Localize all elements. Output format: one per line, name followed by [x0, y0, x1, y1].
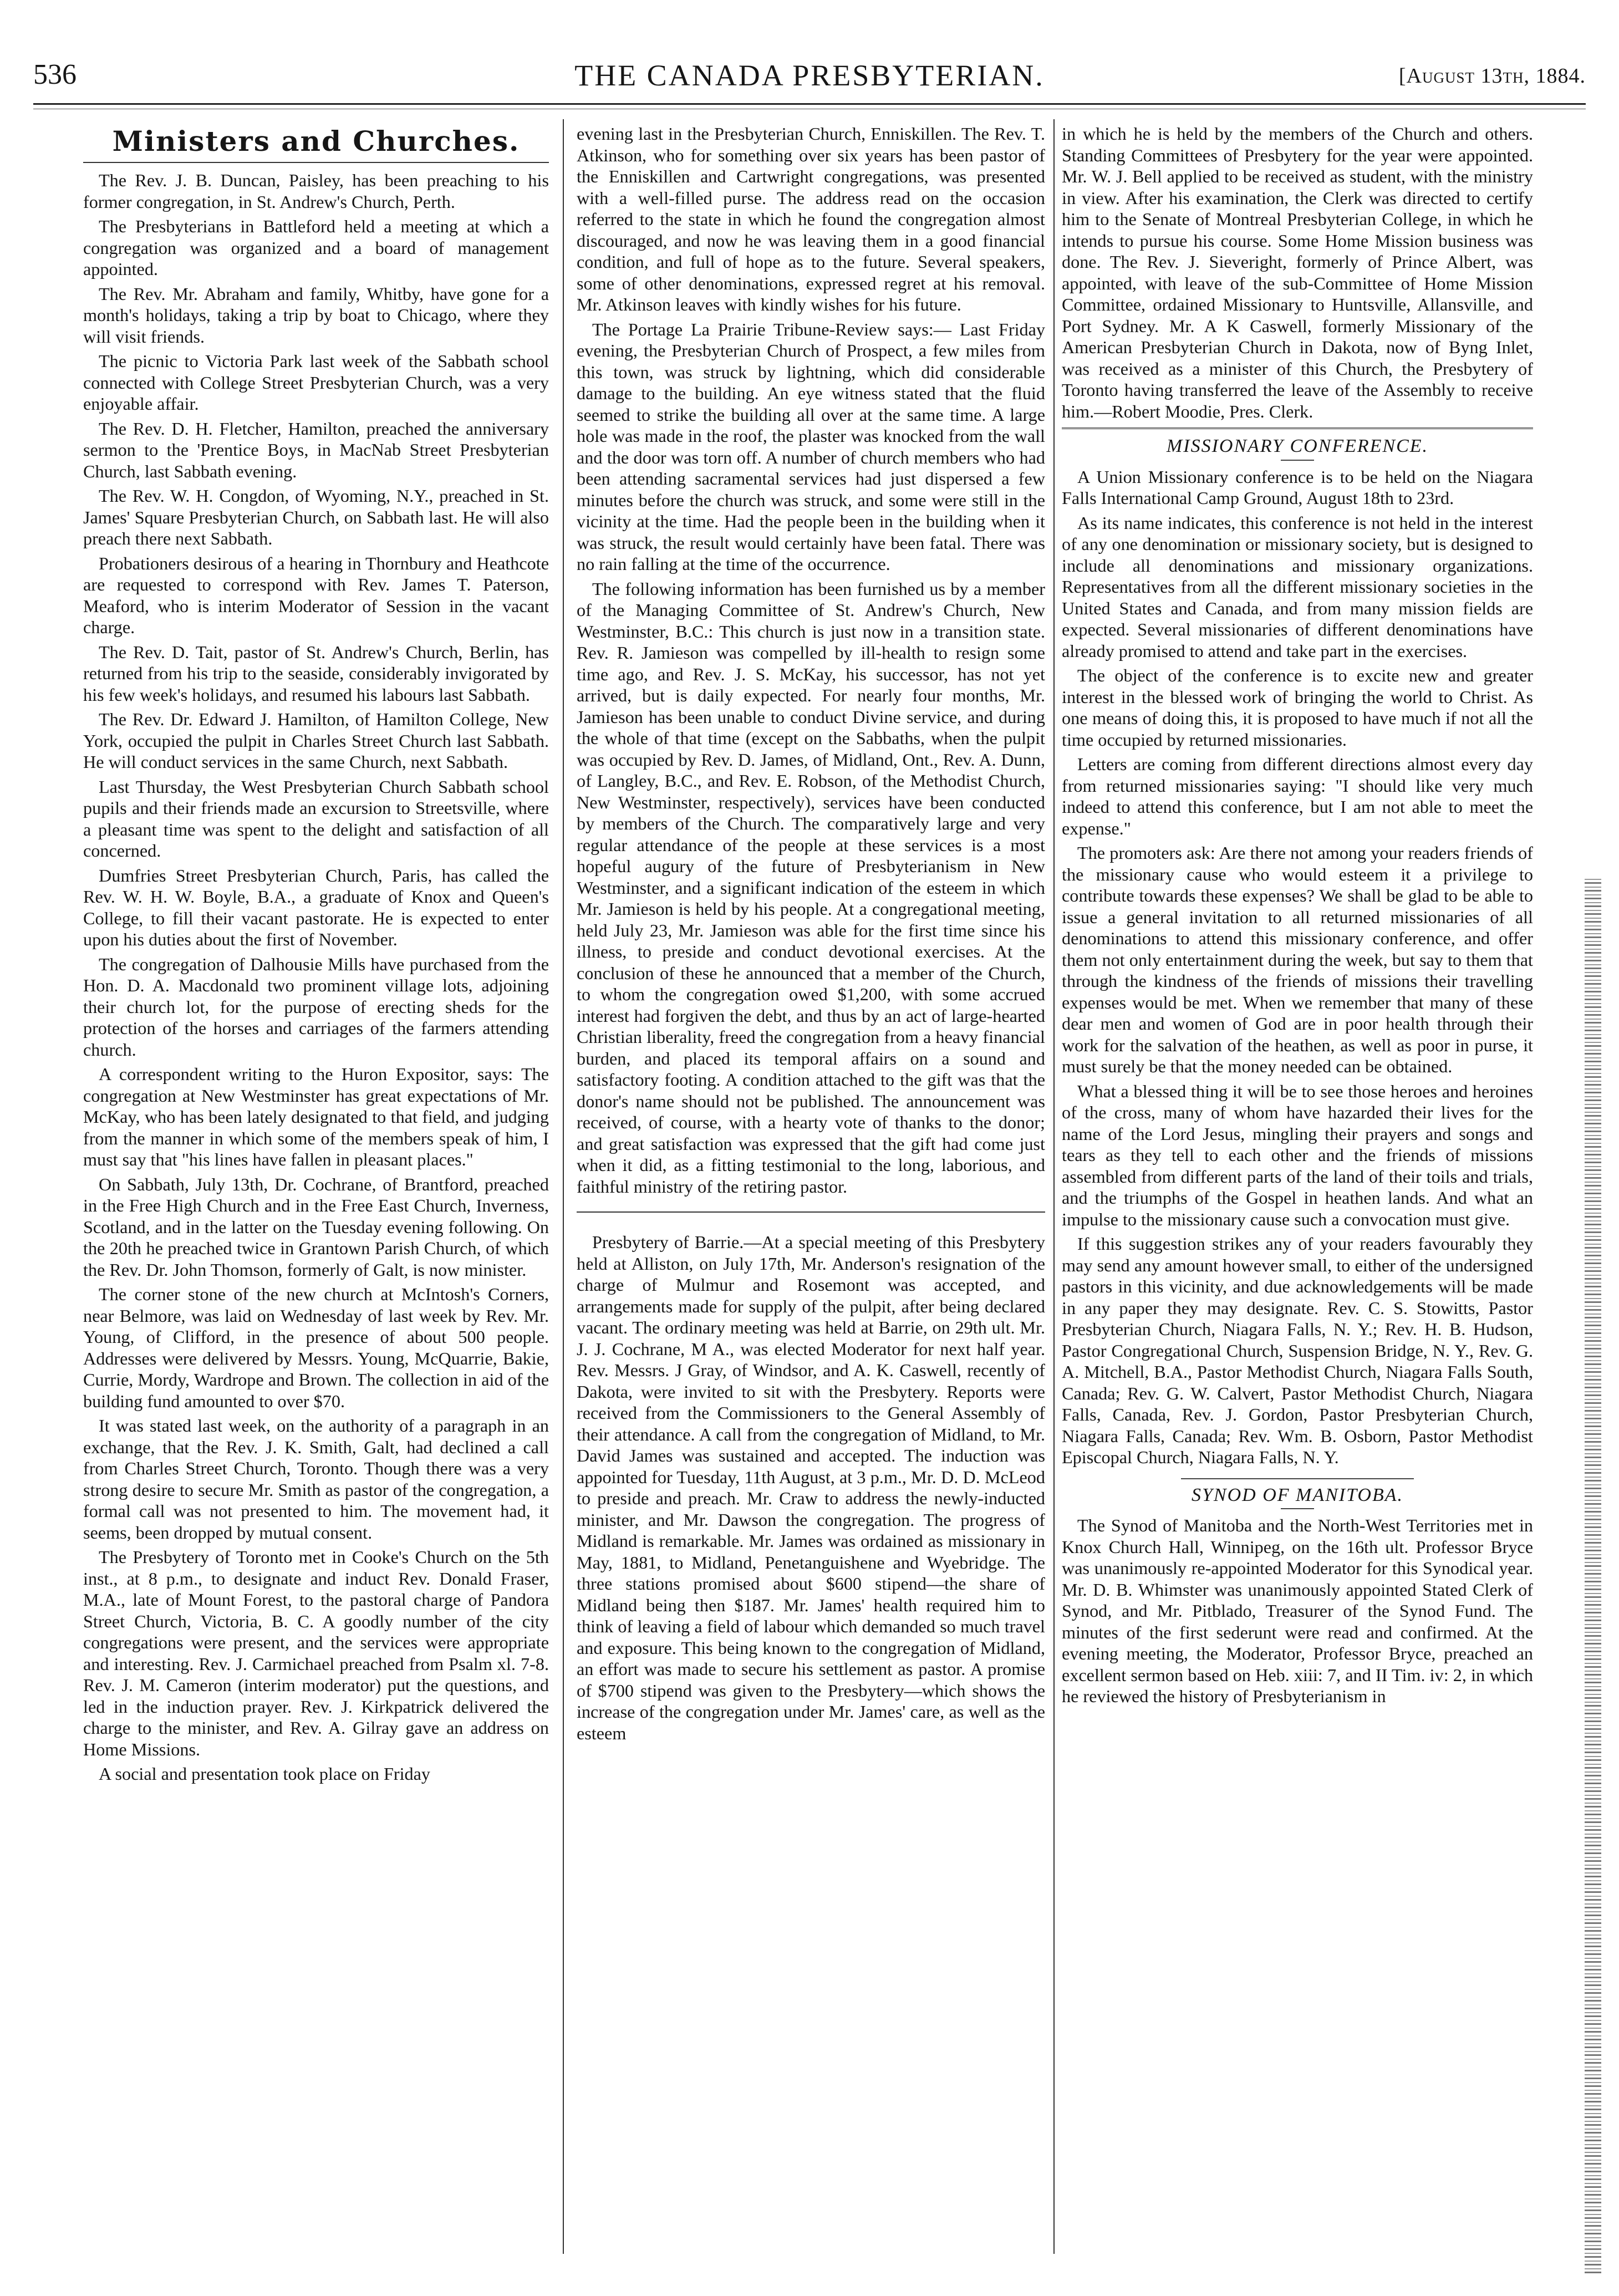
column-divider-2: [1053, 119, 1055, 2254]
section-rule: [577, 1211, 1045, 1213]
column-2: [577, 123, 1045, 2274]
news-item: The Rev. D. Tait, pastor of St. Andrew's Church, Berlin, has returned from his trip to the seaside, considerably invigorated by his few week's holidays, and resumed his labours last Sabbath.: [83, 642, 549, 705]
presbytery-report: Presbytery of Barrie.—At a special meeting of this Presbytery held at Alliston, on July 17th, Mr. Anderson's resignation of the charge of Mulmur and Rosemont was accepted, and arrangements made for supply of the pulpit, after being declared vacant. The ordinary meeting was held at Barrie, on 29th ult. Mr. J. J. Cochrane, M A., was elected Moderator for next half year. Rev. Messrs. J Gray, of Windsor, and A. K. Caswell, recently of Dakota, were invited to sit with the Presbytery. Reports were received from the Commissioners to the General Assembly of their attendance. A call from the congregation of Midland, to Mr. David James was sustained and accepted. The induction was appointed for Tuesday, 11th August, at 3 p.m., Mr. D. D. McLeod to preside and preach. Mr. Craw to address the newly-inducted minister, and Mr. Dawson the congregation. The progress of Midland is remarkable. Mr. James was ordained as missionary in May, 1881, to Midland, Penetanguishene and Wyebridge. The three stations promised about $600 stipend—the share of Midland being then $187. Mr. James' health required him to think of leaving a field of labour which demanded so much travel and exposure. This being known to the congregation of Midland, an effort was made to secure his settlement as pastor. A promise of $700 stipend was given to the Presbytery—which shows the increase of the congregation under Mr. James' care, as well as the esteem: [577, 1232, 1045, 1743]
news-item: The Rev. W. H. Congdon, of Wyoming, N.Y., preached in St. James' Square Presbyterian Church, on Sabbath last. He will also preach there next Sabbath.: [83, 486, 549, 548]
article-paragraph: What a blessed thing it will be to see those heroes and heroines of the cross, many of whom have hazarded their lives for the name of the Lord Jesus, mingling their prayers and songs and tears as they tell to each other and the friends of missions assembled from different parts of the land of their toils and trials, and the triumphs of the Gospel in heathen lands. And what an impulse to the missionary cause such a convocation must give.: [1062, 1081, 1533, 1229]
section-rule: [1181, 1478, 1414, 1479]
news-item: The Presbyterians in Battleford held a meeting at which a congregation was organized and a board of management appointed.: [83, 216, 549, 279]
header-rule: [33, 103, 1586, 105]
news-item: The Rev. D. H. Fletcher, Hamilton, preached the anniversary sermon to the 'Prentice Boys, in MacNab Street Presbyterian Church, last Sabbath evening.: [83, 418, 549, 481]
news-item: evening last in the Presbyterian Church, Enniskillen. The Rev. T. Atkinson, who for something over six years has been pastor of the Enniskillen and Cartwright congregations, was presented with a well-filled purse. The address read on the occasion referred to the state in which he found the congregation almost discouraged, and now he was leaving them in a good financial condition, and full of hope as to the future. Several speakers, some of other denominations, expressed regret at his removal. Mr. Atkinson leaves with kindly wishes for his future.: [577, 124, 1045, 314]
scan-edge-artifact: [1585, 876, 1601, 2273]
section-rule: [1062, 427, 1533, 429]
news-item: A correspondent writing to the Huron Expositor, says: The congregation at New Westminster has great expectations of Mr. McKay, who has been lately designated to that field, and judging from the manner in which some of the members speak of him, I must say that "his lines have fallen in pleasant places.": [83, 1064, 549, 1169]
synod-heading: SYNOD OF MANITOBA.: [1192, 1484, 1403, 1505]
heading-dash: [1281, 1508, 1314, 1509]
news-item: Last Thursday, the West Presbyterian Church Sabbath school pupils and their friends made an excursion to Streetsville, where a pleasant time was spent to the delight and satisfaction of all concerned.: [83, 776, 549, 861]
article-paragraph: If this suggestion strikes any of your readers favourably they may send any amount however small, to either of the undersigned pastors in this vicinity, and due acknowledgements will be made in any paper they may designate. Rev. C. S. Stowitts, Pastor Presbyterian Church, Niagara Falls, N. Y.; Rev. H. B. Hudson, Pastor Congregational Church, Suspension Bridge, N. Y., Rev. G. A. Mitchell, B.A., Pastor Methodist Church, Niagara Falls South, Canada; Rev. G. W. Calvert, Pastor Methodist Church, Niagara Falls, Canada, Rev. J. Gordon, Pastor Presbyterian Church, Niagara Falls, Canada; Rev. Wm. B. Osborn, Pastor Methodist Episcopal Church, Niagara Falls, N. Y.: [1062, 1234, 1533, 1467]
heading-dash: [1281, 460, 1314, 461]
news-item: On Sabbath, July 13th, Dr. Cochrane, of Brantford, preached in the Free High Church and in the Free East Church, Inverness, Scotland, and in the latter on the Tuesday evening following. On the 20th he preached twice in Grantown Parish Church, of which the Rev. Dr. John Thomson, formerly of Galt, is now minister.: [83, 1174, 549, 1280]
article-paragraph: A Union Missionary conference is to be held on the Niagara Falls International Camp Ground, August 18th to 23rd.: [1062, 466, 1533, 508]
news-item: The Rev. J. B. Duncan, Paisley, has been preaching to his former congregation, in St. Andrew's Church, Perth.: [83, 170, 549, 212]
news-item: The congregation of Dalhousie Mills have purchased from the Hon. D. A. Macdonald two prominent village lots, adjoining their church lot, for the purpose of erecting sheds for the protection of the horses and carriages of the farmers attending church.: [83, 954, 549, 1060]
news-item: A social and presentation took place on Friday: [99, 1764, 430, 1784]
article-paragraph: The object of the conference is to excite new and greater interest in the blessed work of bringing the world to Christ. As one means of doing this, it is proposed to have much if not all the time occupied by returned missionaries.: [1062, 665, 1533, 750]
news-item: It was stated last week, on the authority of a paragraph in an exchange, that the Rev. J. K. Smith, Galt, had declined a call from Charles Street Church, Toronto. Though there was a very strong desire to secure Mr. Smith as pastor of the congregation, a formal call was not presented to him. The movement had, it seems, been dropped by mutual consent.: [83, 1416, 549, 1542]
article-paragraph: Letters are coming from different directions almost every day from returned missionaries saying: "I should like very much indeed to attend this conference, but I am not able to meet the expense.": [1062, 754, 1533, 838]
column-3: [1062, 123, 1533, 2274]
news-item: Probationers desirous of a hearing in Thornbury and Heathcote are requested to correspond with Rev. James T. Paterson, Meaford, who is interim Moderator of Session in the vacant charge.: [83, 553, 549, 637]
issue-date: [August 13th, 1884.: [1398, 64, 1586, 88]
news-item: The picnic to Victoria Park last week of the Sabbath school connected with College Street Presbyterian Church, was a very enjoyable affair.: [83, 351, 549, 414]
column-divider-1: [563, 119, 564, 2254]
masthead-rule: [83, 162, 549, 163]
article-paragraph: As its name indicates, this conference is not held in the interest of any one denomination or missionary society, but is designed to include all denominations and missionary organizations. Representatives from all the different missionary societies in the United States and Canada, and from many mission fields are expected. Several missionaries of different denominations have already promised to attend and take part in the exercises.: [1062, 512, 1533, 661]
news-item: The following information has been furnished us by a member of the Managing Committee of St. Andrew's Church, New Westminster, B.C.: This church is just now in a transition state. Rev. R. Jamieson was compelled by ill-health to resign some time ago, and Rev. J. S. McKay, his successor, has not yet arrived, but is daily expected. For nearly four months, Mr. Jamieson has been unable to conduct Divine service, and during the whole of that time (except on the Sabbaths, when the pulpit was occupied by Rev. D. James, of Midland, Ont., Rev. A. Dunn, of Langley, B.C., and Rev. E. Robson, of the Methodist Church, New Westminster, respectively), services have been conducted by members of the Church. The comparatively large and very regular attendance of the people at these services is a most hopeful augury of the future of Presbyterianism in New Westminster, and a significant indication of the esteem in which Mr. Jamieson is held by his people. At a congregational meeting, held July 23, Mr. Jamieson was able for the first time since his illness, to preside and conduct devotional exercises. At the conclusion of these he announced that a member of the Church, to whom the congregation owed $1,200, with some accrued interest had forgiven the debt, and thus by an act of large-hearted Christian liberality, freed the congregation from a heavy financial burden, and placed its temporal affairs on a sound and satisfactory footing. A condition attached to the gift was that the donor's name should not be published. The announcement was received, of course, with a hearty vote of thanks to the donor; and great satisfaction was expressed that the gift had come just when it did, as a fitting testimonial to the long, laborious, and faithful ministry of the retiring pastor.: [577, 578, 1045, 1197]
newspaper-title: THE CANADA PRESBYTERIAN.: [574, 59, 1045, 92]
article-paragraph: The Synod of Manitoba and the North-West Territories met in Knox Church Hall, Winnipeg, on the 16th ult. Professor Bryce was unanimously re-appointed Moderator for this Synodical year. Mr. D. B. Whimster was unanimously appointed Stated Clerk of Synod, and Mr. Pitblado, Treasurer of the Synod Fund. The minutes of the first sederunt were read and confirmed. At the evening meeting, the Moderator, Professor Bryce, preached an excellent sermon based on Heb. xiii: 7, and II Tim. iv: 2, in which he reviewed the history of Presbyterianism in: [1062, 1515, 1533, 1706]
news-item: Dumfries Street Presbyterian Church, Paris, has called the Rev. W. H. W. Boyle, B.A., a graduate of Knox and Queen's College, to fill their vacant pastorate. He is expected to enter upon his duties about the first of November.: [83, 865, 549, 949]
column-1: [83, 123, 549, 2274]
page-header: [33, 58, 1586, 108]
news-item: The Portage La Prairie Tribune-Review says:— Last Friday evening, the Presbyterian Church of Prospect, a few miles from this town, was struck by lightning, which did considerable damage to the building. An eye witness stated that the fluid seemed to strike the building all over at the same time. A large hole was made in the roof, the plaster was knocked from the wall and the door was torn off. A number of church members who had been attending sacramental services had just dispersed a few minutes before the church was struck, and some were still in the vicinity at the time. Had the people been in the building when it was struck, the result would certainly have been fatal. There was no rain falling at the time of the occurrence.: [577, 319, 1045, 574]
page-number: 536: [33, 59, 77, 90]
news-item: The Rev. Dr. Edward J. Hamilton, of Hamilton College, New York, occupied the pulpit in Charles Street Church last Sabbath. He will conduct services in the same Church, next Sabbath.: [83, 709, 549, 772]
missionary-conference-heading: MISSIONARY CONFERENCE.: [1166, 436, 1429, 456]
news-item: The Rev. Mr. Abraham and family, Whitby, have gone for a month's holidays, taking a trip by boat to Chicago, where they will visit friends.: [83, 283, 549, 347]
news-item: The corner stone of the new church at McIntosh's Corners, near Belmore, was laid on Wednesday of last week by Rev. Mr. Young, of Clifford, in the presence of about 500 people. Addresses were delivered by Messrs. Young, McQuarrie, Bakie, Currie, Mordy, Wardrope and Brown. The collection in aid of the building fund amounted to over $70.: [83, 1284, 549, 1411]
section-masthead: Ministers and Churches.: [112, 125, 520, 157]
presbytery-report-continued: in which he is held by the members of the Church and others. Standing Committees of Presbytery for the year were appointed. Mr. W. J. Bell applied to be received as student, with the ministry in view. After his examination, the Clerk was directed to certify him to the Senate of Montreal Presbyterian College, in which he intends to pursue his course. Some Home Mission business was done. The Rev. J. Sieveright, formerly of Prince Albert, was appointed, with leave of the sub-Committee of Home Mission Committee, ordained Missionary to Huntsville, Allansville, and Port Sydney. Mr. A K Caswell, formerly Missionary of the American Presbyterian Church in Dakota, now of Byng Inlet, was received as a minister of this Church, the Presbytery of Toronto having transferred the leave of the Assembly to receive him.—Robert Moodie, Pres. Clerk.: [1062, 124, 1533, 421]
article-paragraph: The promoters ask: Are there not among your readers friends of the missionary cause who would esteem it a privilege to contribute towards these expenses? We shall be glad to be able to issue a general invitation to all returned missionaries of all denominations to attend this missionary conference, and offer them not only entertainment during the week, but say to them that through the kindness of the friends of missions their travelling expenses would be met. When we remember that many of these dear men and women of God are in poor health through their work for the salvation of the heathen, as well as poor in purse, it must surely be that the money needed can be obtained.: [1062, 843, 1533, 1076]
news-item: The Presbytery of Toronto met in Cooke's Church on the 5th inst., at 8 p.m., to designate and induct Rev. Donald Fraser, M.A., late of Mount Forest, to the pastoral charge of Pandora Street Church, Victoria, B. C. A goodly number of the city congregations were present, and the services were appropriate and interesting. Rev. J. Carmichael preached from Psalm xl. 7-8. Rev. J. M. Cameron (interim moderator) put the questions, and led in the induction prayer. Rev. J. Kirkpatrick delivered the charge to the minister, and Rev. A. Gilray gave an address on Home Missions.: [83, 1547, 549, 1759]
